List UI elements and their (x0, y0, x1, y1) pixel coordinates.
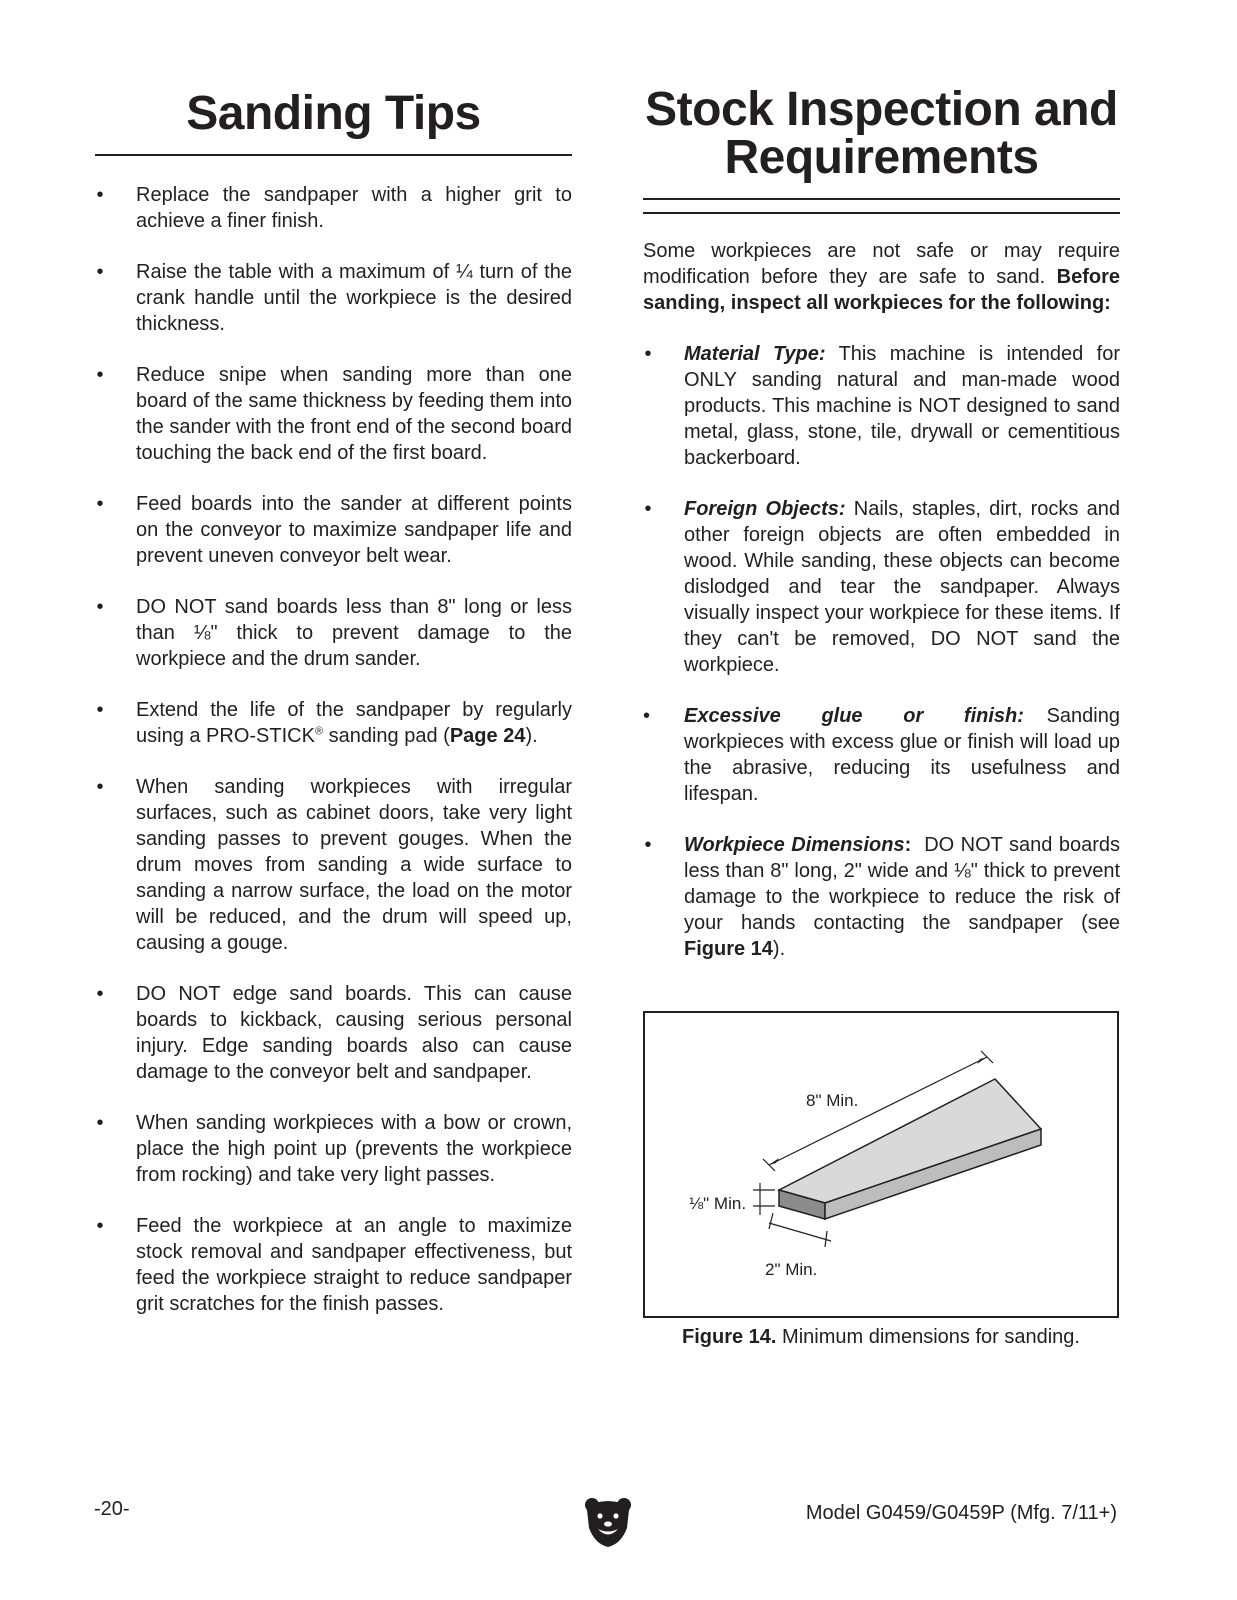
list-item (95, 1213, 572, 1317)
tip-text-end: ). (525, 725, 538, 747)
section-title-sanding-tips: Sanding Tips (186, 87, 481, 140)
list-item (95, 182, 572, 234)
tip-text: Reduce snipe when sanding more than one board of the same thickness by feeding them into the sander with the front end of the second board touching the back end of the first board. (136, 364, 572, 464)
list-item (95, 259, 572, 337)
bullet-icon: • (644, 834, 652, 856)
list-item (643, 496, 1120, 678)
item-text: Sanding workpieces with excess glue or finish will load up the abrasive, reducing its usefulness and lifespan. (684, 705, 1120, 805)
item-term: Workpiece Dimensions (684, 834, 905, 856)
list-item (643, 703, 1120, 807)
bullet-icon: • (96, 184, 104, 206)
item-text: DO NOT sand boards less than 8" long, 2" wide and ⅛" thick to prevent damage to the workpiece to reduce the risk of your hands contacting the sandpaper (see (684, 834, 1126, 934)
model-number: Model G0459/G0459P (Mfg. 7/11+) (805, 1502, 1117, 1524)
figure-reference: Figure 14 (684, 938, 773, 960)
sanding-tips-list (95, 182, 572, 1317)
bullet-icon: • (96, 596, 104, 618)
item-text-end: ). (772, 938, 786, 960)
bullet-icon: • (96, 983, 104, 1005)
tip-text: Feed the workpiece at an angle to maximize stock removal and sandpaper effectiveness, but feed the workpiece straight to reduce sandpaper grit scratches for the finish passes. (136, 1215, 572, 1315)
bullet-icon: • (96, 1215, 104, 1237)
tip-text: DO NOT edge sand boards. This can cause boards to kickback, causing serious personal injury. Edge sanding boards also can cause damage to the conveyor belt and sandpaper. (136, 983, 572, 1083)
bullet-icon: • (96, 776, 104, 798)
tip-text-cont: sanding pad ( (323, 725, 450, 747)
page-reference: Page 24 (449, 725, 526, 747)
tip-text: Feed boards into the sander at different points on the conveyor to maximize sandpaper life and prevent uneven conveyor belt wear. (136, 493, 572, 567)
bullet-icon: • (96, 1112, 104, 1134)
tip-text: When sanding workpieces with irregular surfaces, such as cabinet doors, take very light sanding passes to prevent gouges. When the drum moves from sanding a wide surface to sanding a narrow surface, the load on the motor will be reduced, and the drum will speed up, causing a gouge. (136, 776, 572, 954)
figure-caption (643, 1324, 1119, 1350)
tip-text: Replace the sandpaper with a higher grit to achieve a finer finish. (136, 184, 572, 232)
title-line-1: Stock Inspection and (645, 83, 1118, 136)
intro-paragraph (643, 238, 1120, 316)
width-label: 2" Min. (765, 1260, 818, 1279)
bullet-icon: • (96, 493, 104, 515)
bullet-icon: • (644, 343, 652, 365)
list-item (643, 341, 1120, 471)
right-column (643, 83, 1126, 987)
width-tick-a (769, 1213, 773, 1229)
item-text: Nails, staples, dirt, rocks and other foreign objects are often embedded in wood. While sanding, these objects can become dislodged and tear the sandpaper. Always visually inspect your workpiece for these items. If they can't be removed, DO NOT sand the workpiece. (684, 498, 1121, 676)
list-item (95, 594, 572, 672)
intro-bold-text: Before sanding, inspect all workpieces for the following: (643, 266, 1120, 314)
list-item (95, 362, 572, 466)
thickness-label: ⅛" Min. (689, 1194, 747, 1213)
title-line-2: Requirements (724, 131, 1039, 184)
section-title-stock-inspection (643, 83, 1120, 184)
title-rule (95, 154, 572, 156)
board-dimensions-diagram (645, 1013, 1117, 1316)
tip-text: DO NOT sand boards less than 8" long or less than ⅛" thick to prevent damage to the workpiece and the drum sander. (136, 596, 572, 670)
page-number: -20- (94, 1498, 130, 1520)
list-item (95, 697, 572, 749)
bullet-icon: • (96, 261, 104, 283)
list-item (95, 774, 572, 956)
bullet-icon: • (644, 498, 652, 520)
title-double-rule (643, 198, 1120, 214)
item-term-colon: : (904, 834, 912, 856)
tip-text: When sanding workpieces with a bow or crown, place the high point up (prevents the workpiece from rocking) and take very light passes. (136, 1112, 572, 1186)
bullet-icon: • (643, 705, 651, 727)
list-item (95, 1110, 572, 1188)
item-term: Excessive glue or finish: (684, 705, 1024, 727)
intro-text: Some workpieces are not safe or may require modification before they are safe to sand. (643, 240, 1120, 288)
bullet-icon: • (96, 699, 104, 721)
figure-caption-label: Figure 14. (682, 1326, 777, 1348)
left-column (95, 86, 572, 1342)
item-term: Foreign Objects: (684, 498, 846, 520)
list-item (643, 832, 1126, 962)
bullet-icon: • (96, 364, 104, 386)
width-dimension-line (769, 1223, 831, 1241)
figure-caption-text: Minimum dimensions for sanding. (776, 1326, 1080, 1348)
list-item (95, 491, 572, 569)
item-text: This machine is intended for ONLY sanding natural and man-made wood products. This machine is NOT designed to sand metal, glass, stone, tile, drywall or cementitious backerboard. (684, 343, 1120, 469)
tip-text: Extend the life of the sandpaper by regularly using a PRO-STICK (136, 699, 572, 747)
inspection-list (643, 341, 1126, 962)
bear-logo-icon (583, 1496, 633, 1548)
length-label: 8" Min. (806, 1091, 859, 1110)
list-item (95, 981, 572, 1085)
item-term: Material Type: (684, 343, 826, 365)
figure-14-box (643, 1011, 1119, 1318)
registered-mark: ® (314, 725, 324, 738)
tip-text: Raise the table with a maximum of ¼ turn of the crank handle until the workpiece is the desired thickness. (136, 261, 572, 335)
